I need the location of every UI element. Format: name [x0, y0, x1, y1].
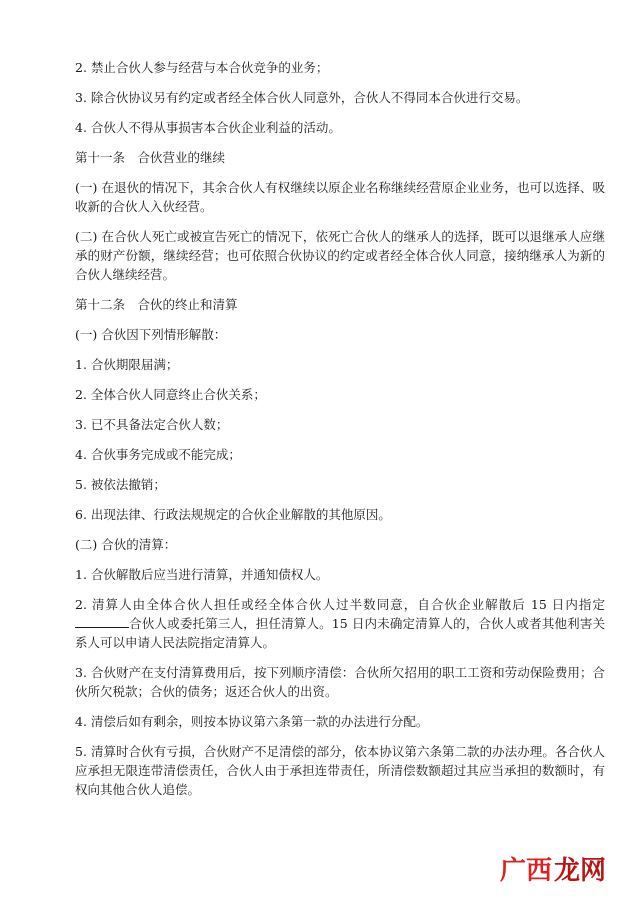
dissolution-item-3: 3. 已不具备法定合伙人数；	[75, 417, 229, 432]
liquidation-item-1: 1. 合伙解散后应当进行清算，并通知债权人。	[75, 567, 329, 582]
liquidation-item-2-part-b: 合伙人或委托第三人，担任清算人。15 日内未确定清算人的，合伙人或者其他利害关系人可以申请人民法院指定清算人。	[75, 616, 605, 650]
clause-3: 3. 除合伙协议另有约定或者经全体合伙人同意外，合伙人不得同本合伙进行交易。	[75, 90, 529, 105]
clause-2: 2. 禁止合伙人参与经营与本合伙竞争的业务；	[75, 60, 329, 75]
watermark-text-2: 龙网	[553, 856, 606, 886]
article-11-heading: 第十一条 合伙营业的继续	[75, 150, 226, 165]
article-12-heading: 第十二条 合伙的终止和清算	[75, 297, 238, 312]
article-11-para-2: (二) 在合伙人死亡或被宣告死亡的情况下，依死亡合伙人的继承人的选择，既可以退继承人应继承的财产份额，继续经营；也可依照合伙协议的约定或者经全体合伙人同意，接纳继承人为新的合伙人继续经营。	[75, 229, 605, 282]
liquidation-item-4: 4. 清偿后如有剩余，则按本协议第六条第一款的办法进行分配。	[75, 714, 429, 729]
clause-4: 4. 合伙人不得从事损害本合伙企业利益的活动。	[75, 120, 341, 135]
watermark-text-1: 广西	[499, 856, 552, 886]
blank-fill-line	[75, 615, 129, 628]
dissolution-item-5: 5. 被依法撤销；	[75, 477, 166, 492]
liquidation-item-2-part-a: 2. 清算人由全体合伙人担任或经全体合伙人过半数同意，自合伙企业解散后 15 日内指定	[75, 597, 605, 612]
liquidation-item-3: 3. 合伙财产在支付清算费用后，按下列顺序清偿：合伙所欠招用的职工工资和劳动保险费用；合伙所欠税款；合伙的债务；返还合伙人的出资。	[75, 665, 605, 699]
site-watermark	[500, 850, 606, 887]
dissolution-item-1: 1. 合伙期限届满；	[75, 357, 179, 372]
liquidation-item-5: 5. 清算时合伙有亏损，合伙财产不足清偿的部分，依本协议第六条第二款的办法办理。各合伙人应承担无限连带清偿责任，合伙人由于承担连带责任，所清偿数额超过其应当承担的数额时，有权向其他合伙人追偿。	[75, 744, 605, 797]
document-body	[75, 58, 605, 810]
dissolution-item-2: 2. 全体合伙人同意终止合伙关系；	[75, 387, 266, 402]
liquidation-intro: (二) 合伙的清算：	[75, 537, 177, 552]
dissolution-item-4: 4. 合伙事务完成或不能完成；	[75, 447, 241, 462]
dissolution-intro: (一) 合伙因下列情形解散：	[75, 327, 227, 342]
dissolution-item-6: 6. 出现法律、行政法规规定的合伙企业解散的其他原因。	[75, 507, 391, 522]
article-11-para-1: (一) 在退伙的情况下，其余合伙人有权继续以原企业名称继续经营原企业业务，也可以选择、吸收新的合伙人入伙经营。	[75, 180, 605, 214]
liquidation-item-2	[75, 595, 605, 652]
